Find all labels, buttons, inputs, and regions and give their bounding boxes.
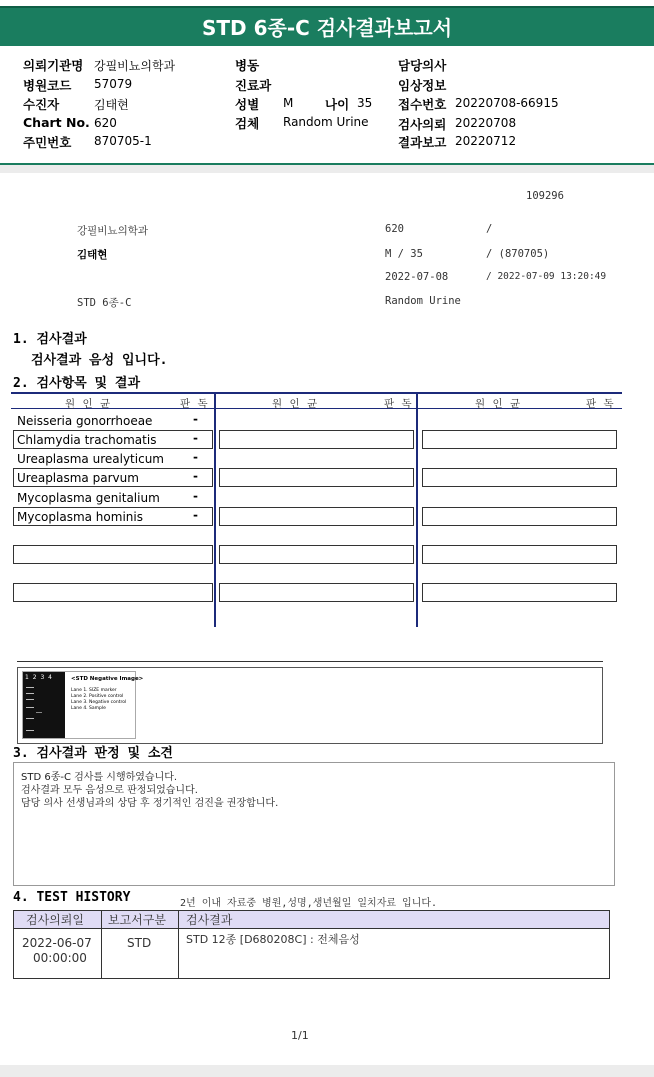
section1-result: 검사결과 음성 입니다. — [31, 353, 168, 368]
page-bottom-separator — [0, 1065, 654, 1077]
marker-band — [26, 699, 34, 700]
institution-label: 의뢰기관명 — [23, 58, 84, 73]
sex-label: 성별 — [235, 97, 260, 112]
col-judgment-1: 판 독 — [180, 398, 210, 410]
row-box — [422, 545, 617, 564]
history-time: 00:00:00 — [33, 951, 87, 965]
pathogen-result: - — [193, 508, 198, 522]
history-col-divider — [178, 911, 179, 978]
summary-request-date: 2022-07-08 — [385, 271, 449, 283]
row-box — [13, 545, 213, 564]
control-band — [36, 712, 42, 713]
page-separator — [0, 165, 654, 173]
gel-lane-numbers: 1 2 3 4 — [25, 674, 53, 681]
summary-slash: / — [486, 223, 493, 235]
row-box — [422, 507, 617, 526]
col-judgment-2: 판 독 — [384, 398, 414, 410]
summary-sex-age: M / 35 — [385, 248, 423, 260]
sex-value: M — [283, 96, 294, 110]
report-label: 결과보고 — [398, 135, 447, 150]
page-number: 1/1 — [291, 1029, 309, 1042]
opinion-line: STD 6종-C 검사를 시행하였습니다. — [21, 772, 178, 783]
marker-band — [26, 687, 34, 688]
opinion-line: 검사결과 모두 음성으로 판정되었습니다. — [21, 785, 198, 796]
row-box — [13, 583, 213, 602]
history-header-row — [14, 911, 609, 929]
section3-title: 3. 검사결과 판정 및 소견 — [13, 746, 173, 761]
dept-label: 진료과 — [235, 78, 272, 93]
report-id: 109296 — [526, 190, 564, 202]
summary-institution: 강필비뇨의학과 — [77, 225, 149, 237]
receipt-label: 접수번호 — [398, 97, 447, 112]
summary-report-datetime: / 2022-07-09 13:20:49 — [486, 271, 607, 282]
col-pathogen-3: 원 인 균 — [475, 398, 523, 410]
col-judgment-3: 판 독 — [586, 398, 616, 410]
pathogen-result: - — [193, 489, 198, 503]
history-header-result: 검사결과 — [186, 913, 233, 927]
hospital-code-value: 57079 — [94, 77, 133, 91]
row-box — [422, 583, 617, 602]
summary-patient: 김태현 — [77, 249, 108, 261]
gel-electrophoresis-image — [23, 672, 65, 738]
hospital-code-label: 병원코드 — [23, 78, 72, 93]
history-date: 2022-06-07 — [22, 936, 92, 950]
pathogen-name: Neisseria gonorrhoeae — [17, 414, 153, 428]
history-table — [13, 910, 610, 979]
resident-label: 주민번호 — [23, 135, 72, 150]
section4-title: 4. TEST HISTORY — [13, 890, 131, 905]
gel-legend: Lane 1. SIZE marker — [71, 688, 117, 693]
patient-label: 수진자 — [23, 97, 60, 112]
pathogen-name: Mycoplasma genitalium — [17, 491, 160, 505]
clinical-label: 임상정보 — [398, 78, 447, 93]
marker-band — [26, 730, 34, 731]
row-box — [422, 430, 617, 449]
marker-band — [26, 718, 34, 719]
gel-legend: Lane 4. Sample — [71, 706, 106, 711]
doctor-label: 담당의사 — [398, 58, 447, 73]
image-top-rule — [17, 661, 603, 662]
ward-label: 병동 — [235, 58, 260, 73]
pathogen-result: - — [193, 431, 198, 445]
opinion-line: 담당 의사 선생님과의 상담 후 정기적인 검진을 권장합니다. — [21, 798, 279, 809]
pathogen-result: - — [193, 450, 198, 464]
marker-band — [26, 693, 34, 694]
request-label: 검사의뢰 — [398, 117, 447, 132]
chart-label: Chart No. — [23, 115, 90, 130]
institution-value: 강필비뇨의학과 — [94, 59, 176, 73]
section2-title: 2. 검사항목 및 결과 — [13, 376, 141, 391]
gel-legend: Lane 2. Positive control — [71, 694, 124, 699]
summary-chart: 620 — [385, 223, 404, 235]
row-box — [219, 507, 414, 526]
table-col-divider-1 — [214, 392, 216, 627]
history-type: STD — [127, 936, 152, 950]
row-box — [219, 430, 414, 449]
table-col-divider-2 — [416, 392, 418, 627]
col-pathogen-1: 원 인 균 — [65, 398, 113, 410]
section1-title: 1. 검사결과 — [13, 332, 87, 347]
pathogen-name: Chlamydia trachomatis — [17, 433, 157, 447]
specimen-value: Random Urine — [283, 115, 369, 129]
patient-value: 김태현 — [94, 98, 129, 112]
col-pathogen-2: 원 인 균 — [272, 398, 320, 410]
summary-specimen: Random Urine — [385, 295, 461, 307]
specimen-label: 검체 — [235, 116, 260, 131]
table-top-rule — [11, 392, 622, 394]
summary-test: STD 6종-C — [77, 297, 132, 309]
row-box — [219, 545, 414, 564]
age-value: 35 — [357, 96, 373, 110]
row-box — [219, 468, 414, 487]
gel-image-title: <STD Negative Image> — [71, 676, 144, 682]
gel-legend: Lane 3. Negative control — [71, 700, 127, 705]
report-title-bar — [0, 6, 654, 46]
age-label: 나이 — [325, 97, 350, 112]
pathogen-name: Ureaplasma urealyticum — [17, 452, 164, 466]
pathogen-name: Ureaplasma parvum — [17, 471, 139, 485]
history-header-date: 검사의뢰일 — [26, 913, 84, 927]
history-note: 2년 이내 자료중 병원,성명,생년월일 일치자료 입니다. — [180, 898, 438, 909]
receipt-value: 20220708-66915 — [455, 96, 559, 110]
pathogen-result: - — [193, 412, 198, 426]
pathogen-name: Mycoplasma hominis — [17, 510, 143, 524]
marker-band — [26, 707, 34, 708]
row-box — [422, 468, 617, 487]
report-value: 20220712 — [455, 134, 517, 148]
history-header-type: 보고서구분 — [108, 913, 166, 927]
request-value: 20220708 — [455, 116, 517, 130]
summary-birth: / (870705) — [486, 248, 550, 260]
history-result: STD 12종 [D680208C] : 전체음성 — [186, 933, 360, 946]
report-title: STD 6종-C 검사결과보고서 — [201, 16, 453, 40]
row-box — [219, 583, 414, 602]
history-col-divider — [101, 911, 102, 978]
chart-value: 620 — [94, 116, 117, 130]
pathogen-result: - — [193, 469, 198, 483]
resident-value: 870705-1 — [94, 134, 152, 148]
